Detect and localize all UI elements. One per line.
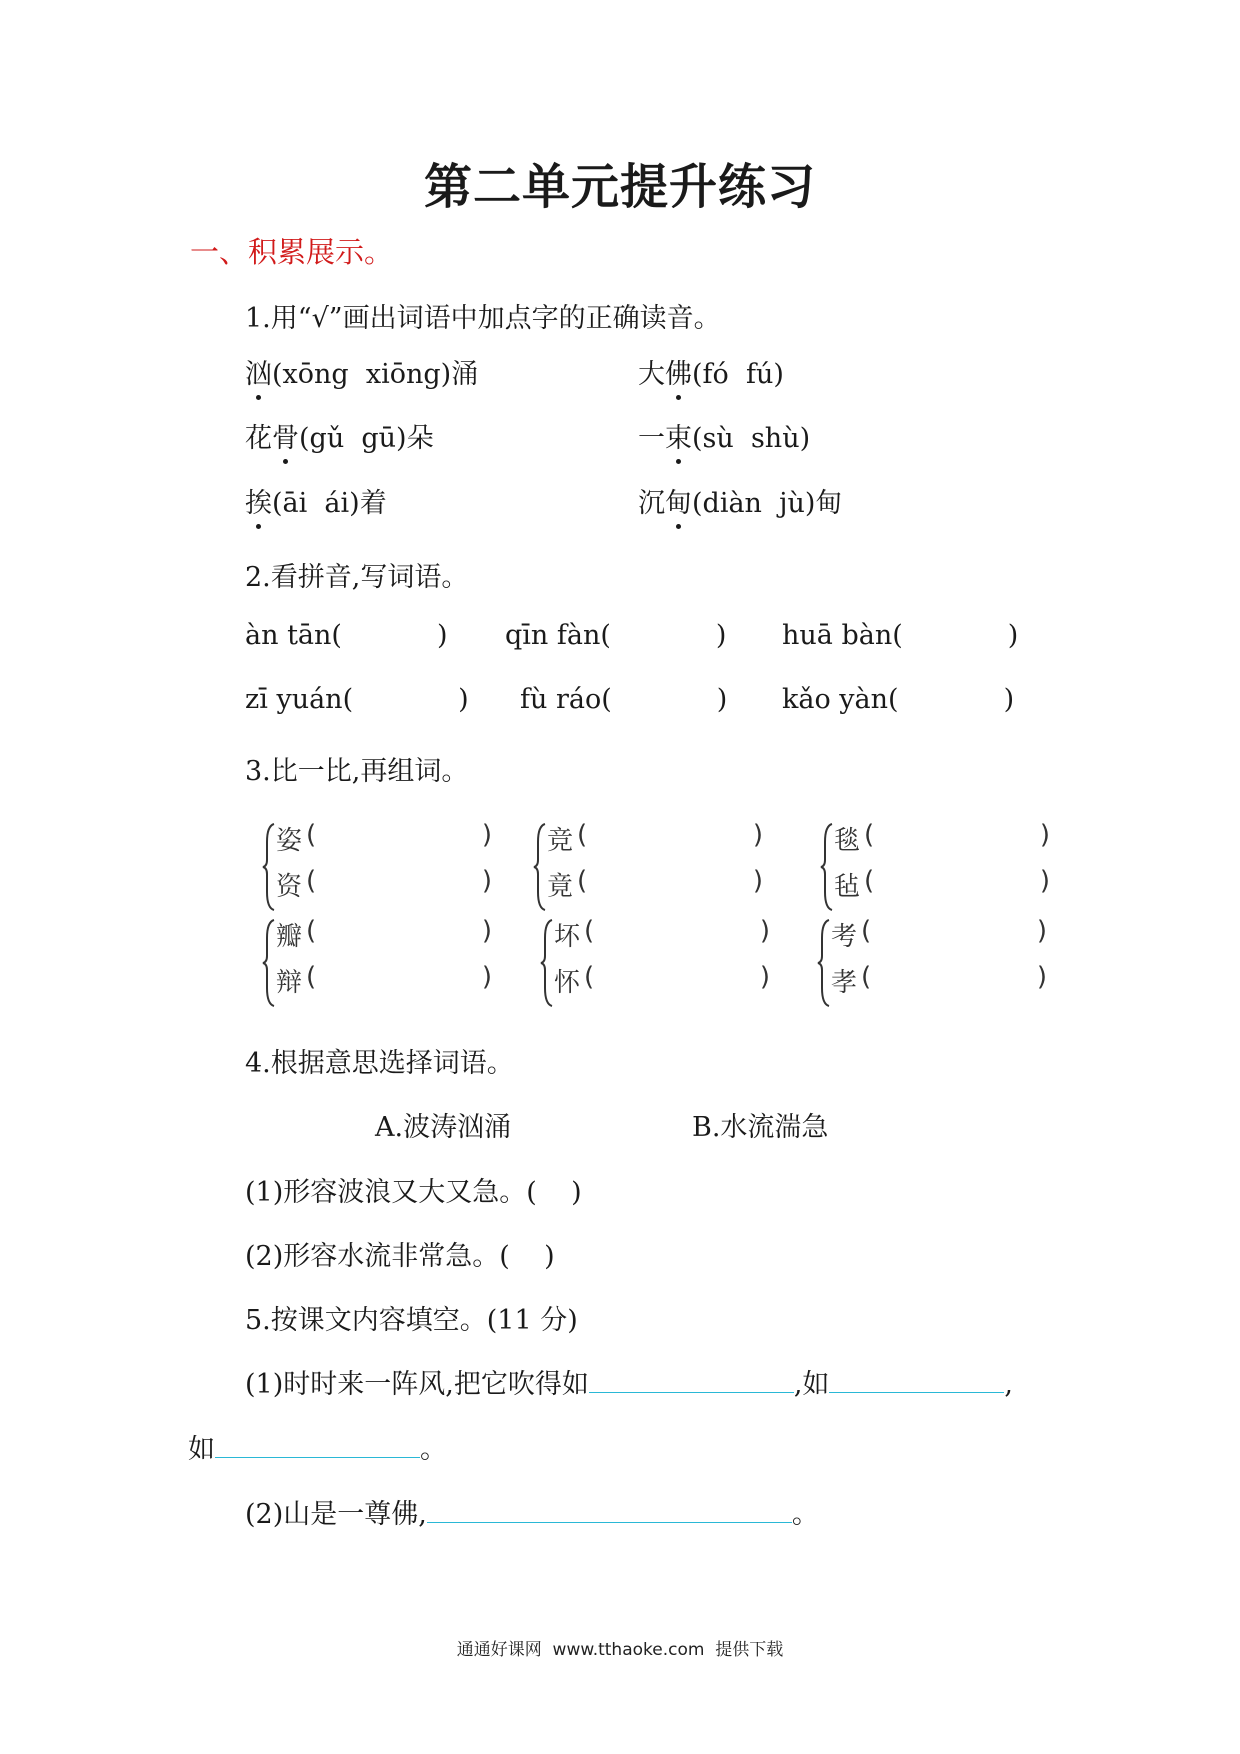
q5-prompt: 5.按课文内容填空。(11 分) (245, 1305, 578, 1336)
pinyin-item: huā bàn( ) (782, 620, 1019, 651)
char-pair: 竞 ( ) 竟 ( ) (533, 820, 763, 910)
q5-line-3: (2)山是一尊佛, 。 (245, 1492, 819, 1531)
pinyin-item: qīn fàn( ) (505, 620, 727, 651)
q1-item: 挨(āi ái)着 (245, 481, 387, 520)
pinyin-item: kǎo yàn( ) (782, 684, 1015, 715)
pinyin-item: zī yuán( ) (245, 684, 469, 715)
q4-sentence-1: (1)形容波浪又大又急。( ) (245, 1177, 582, 1208)
q4-prompt: 4.根据意思选择词语。 (245, 1048, 514, 1079)
page-title: 第二单元提升练习 (423, 159, 816, 215)
q4-sentence-2: (2)形容水流非常急。( ) (245, 1241, 555, 1272)
q1-item: 沉甸(diàn jù)甸 (638, 481, 842, 520)
char-pair: 考 ( ) 孝 ( ) (817, 916, 1047, 1006)
char-pair: 毯 ( ) 毡 ( ) (820, 820, 1050, 910)
q3-prompt: 3.比一比,再组词。 (245, 756, 469, 787)
answer-blank[interactable] (829, 1364, 1004, 1393)
char-pair: 姿 ( ) 资 ( ) (262, 820, 492, 910)
section-heading: 一、积累展示。 (190, 235, 394, 269)
q5-line-2: 如 。 (188, 1427, 447, 1466)
char-pair: 瓣 ( ) 辩 ( ) (262, 916, 492, 1006)
footer-credit: 通通好课网 www.tthaoke.com 提供下载 (456, 1640, 784, 1660)
char-pair: 坏 ( ) 怀 ( ) (540, 916, 770, 1006)
q5-line-1: (1)时时来一阵风,把它吹得如 ,如 , (245, 1362, 1013, 1401)
answer-blank[interactable] (427, 1494, 792, 1523)
q1-item: 大佛(fó fú) (638, 352, 784, 391)
pinyin-item: àn tān( ) (245, 620, 448, 651)
answer-blank[interactable] (215, 1429, 420, 1458)
q1-item: 一束(sù shù) (638, 416, 810, 455)
q1-prompt: 1.用“√”画出词语中加点字的正确读音。 (245, 303, 721, 334)
q2-prompt: 2.看拼音,写词语。 (245, 562, 469, 593)
option-b: B.水流湍急 (692, 1112, 829, 1143)
answer-blank[interactable] (589, 1364, 794, 1393)
option-a: A.波涛汹涌 (375, 1112, 512, 1143)
q1-item: 汹(xōng xiōng)涌 (245, 352, 478, 391)
pinyin-item: fù ráo( ) (520, 684, 728, 715)
q1-item: 花骨(gǔ gū)朵 (245, 416, 434, 455)
